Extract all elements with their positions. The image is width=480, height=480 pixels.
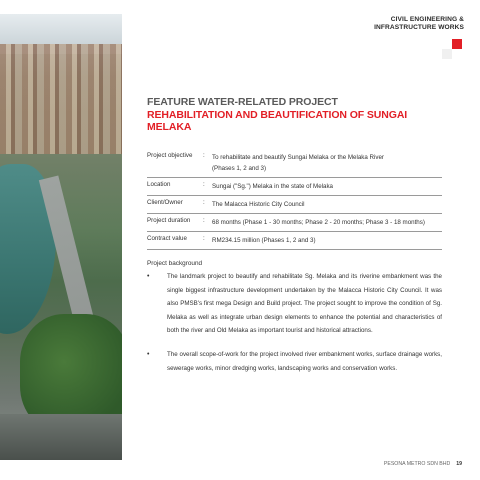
accent-square-light <box>442 49 452 59</box>
details-row-duration <box>147 214 442 232</box>
details-key: Contract value <box>147 235 187 242</box>
details-value-line: 68 months (Phase 1 - 30 months; Phase 2 - 20 months; Phase 3 - 18 months) <box>212 219 425 226</box>
feature-eyebrow: FEATURE WATER-RELATED PROJECT <box>147 96 338 108</box>
accent-square <box>452 39 462 49</box>
details-colon: : <box>203 235 205 242</box>
bullet-icon: • <box>147 350 150 358</box>
section-header-line1: CIVIL ENGINEERING & <box>390 16 464 23</box>
details-key: Location <box>147 181 171 188</box>
section-header-line2: INFRASTRUCTURE WORKS <box>374 24 464 31</box>
details-value-line: The Malacca Historic City Council <box>212 201 305 208</box>
details-colon: : <box>203 181 205 188</box>
river-aerial-photo <box>0 14 122 460</box>
details-value-line: RM234.15 million (Phases 1, 2 and 3) <box>212 237 316 244</box>
details-value <box>212 214 442 231</box>
details-row-contract <box>147 232 442 250</box>
details-key: Project objective <box>147 152 193 159</box>
details-key: Project duration <box>147 217 191 224</box>
details-colon: : <box>203 152 205 159</box>
footer-company: PESONA METRO SDN BHD <box>383 461 451 467</box>
list-item <box>147 348 442 375</box>
details-row-location <box>147 178 442 196</box>
details-value <box>212 232 442 249</box>
bullet-text: The overall scope-of-work for the project involved river embankment works, surface drainage works, sewerage works, minor dredging works, landscaping works and conservation works. <box>167 350 442 372</box>
page-number: 19 <box>456 461 462 467</box>
details-row-objective <box>147 149 442 178</box>
background-label: Project background <box>147 260 203 267</box>
details-value-line: To rehabilitate and beautify Sungai Melaka or the Melaka River <box>212 154 384 161</box>
bullet-text: The landmark project to beautify and rehabilitate Sg. Melaka and its riverine embankment was the single biggest infrastructure development undertaken by the Malacca Historic City Council. It was also PMSB's first mega Design and Build project. The project sought to improve the condition of Sg. Melaka as well as integrate urban design elements to enhance the potential and characteristics of both the river and Old Melaka as important tourist and historical attractions. <box>167 273 442 335</box>
details-row-client <box>147 196 442 214</box>
details-key: Client/Owner <box>147 199 183 206</box>
project-details-table <box>147 149 442 250</box>
details-colon: : <box>203 217 205 224</box>
page-footer <box>384 461 462 467</box>
details-colon: : <box>203 199 205 206</box>
details-value <box>212 178 442 195</box>
details-value <box>212 196 442 213</box>
details-value <box>212 149 442 177</box>
details-value-line: Sungai ("Sg.") Melaka in the state of Melaka <box>212 183 333 190</box>
section-header <box>374 16 464 32</box>
background-bullets <box>147 270 442 375</box>
photo-bottom <box>0 414 122 460</box>
list-item <box>147 270 442 338</box>
feature-title: REHABILITATION AND BEAUTIFICATION OF SUNGAI MELAKA <box>147 109 408 133</box>
bullet-icon: • <box>147 273 150 280</box>
photo-city <box>0 44 122 154</box>
article <box>147 96 442 375</box>
details-value-line: (Phases 1, 2 and 3) <box>212 165 267 172</box>
